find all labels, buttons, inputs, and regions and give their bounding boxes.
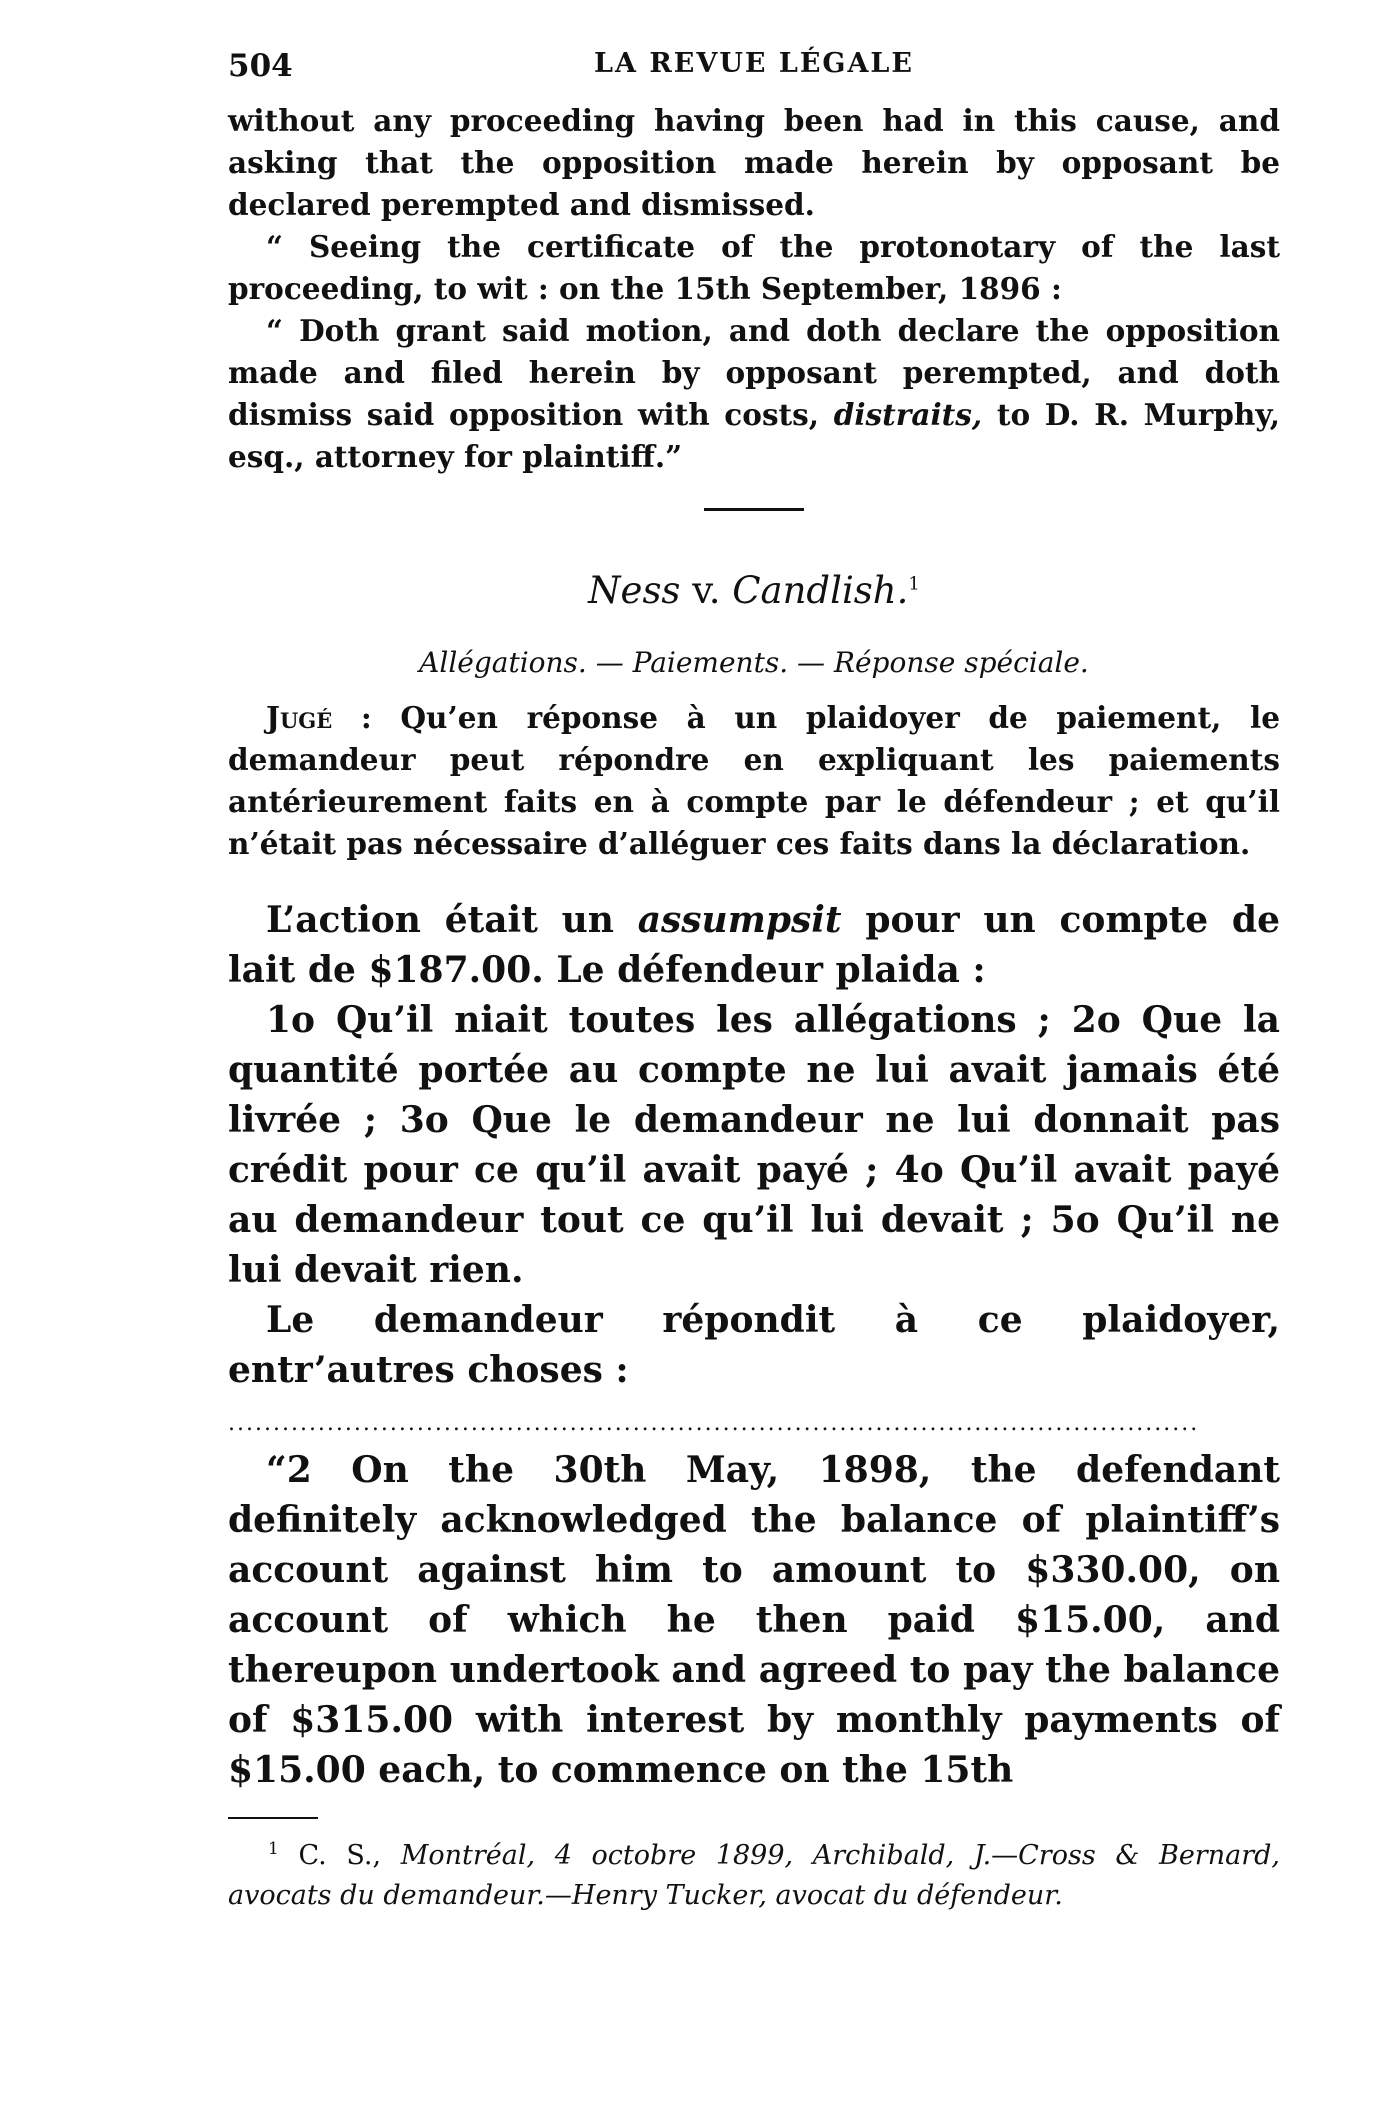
juge-label: Jugé : — [266, 700, 372, 735]
case-versus: v. — [692, 569, 721, 612]
case-party-a: Ness — [588, 569, 681, 612]
case-footnote-marker: 1 — [908, 573, 920, 595]
body-paragraph-3: Le demandeur répondit à ce plaidoyer, entr’autres choses : — [228, 1299, 1280, 1391]
opening-paragraph-1: without any proceeding having been had in this cause, and asking that the opposition made herein by opposant be declared perempted and dismissed. — [228, 103, 1280, 222]
case-title — [228, 569, 1280, 612]
body-paragraph-2: 1o Qu’il niait toutes les allégations ; 2o Que la quantité portée au compte ne lui avait jamais été livrée ; 3o Que le demandeur ne lui donnait pas crédit pour ce qu’il avait payé ; 4o Qu’il avait payé au demandeur tout ce qu’il lui devait ; 5o Qu’il ne lui devait rien. — [228, 999, 1280, 1291]
page — [228, 40, 1280, 1943]
page-header — [228, 40, 1280, 100]
running-title: LA REVUE LÉGALE — [594, 48, 914, 79]
juge-summary — [228, 697, 1280, 865]
page-number: 504 — [228, 48, 293, 84]
footnote-text: Montréal, 4 octobre 1899, Archibald, J.—Cross & Bernard, avocats du demandeur.—Henry Tucker, avocat du défendeur. — [228, 1840, 1280, 1911]
body-p1-start: L’action était un — [266, 899, 614, 941]
body-paragraph-1 — [228, 895, 1280, 995]
quoted-paragraph: “2 On the 30th May, 1898, the defendant definitely acknowledged the balance of plaintiff’s account against him to amount to $330.00, on account of which he then paid $15.00, and thereupon undertook and agreed to pay the balance of $315.00 with interest by monthly payments of $15.00 each, to commence on the 15th — [228, 1449, 1280, 1791]
section-divider — [704, 508, 804, 511]
opening-p3-end: to D. R. Murphy, esq., attorney for plaintiff.” — [228, 397, 1280, 474]
body-p1-italic: assumpsit — [637, 899, 842, 941]
ellipsis-line: ............................................................................................................ — [228, 1411, 1200, 1436]
case-party-b: Candlish. — [732, 569, 909, 612]
juge-text: Qu’en réponse à un plaidoyer de paiement, le demandeur peut répondre en expliquant les paiements antérieurement faits en à compte par le défendeur ; et qu’il n’était pas nécessaire d’alléguer ces faits dans la déclaration. — [228, 700, 1280, 861]
body-p1-end: pour un compte de lait de $187.00. Le défendeur plaida : — [228, 899, 1280, 991]
footnote — [228, 1829, 1280, 1916]
opening-p3-italic: distraits, — [833, 397, 983, 432]
opening-p3-start: “ Doth grant said motion, and doth declare the opposition made and filed herein by opposant perempted, and doth dismiss said opposition with costs, — [228, 313, 1280, 432]
footnote-number: 1 — [268, 1839, 279, 1859]
opening-paragraph-3 — [228, 310, 1280, 478]
footnote-court: C. S., — [298, 1840, 382, 1871]
opening-paragraph-2: “ Seeing the certificate of the protonotary of the last proceeding, to wit : on the 15th September, 1896 : — [228, 229, 1280, 306]
footnote-divider — [228, 1817, 318, 1819]
case-keywords: Allégations. — Paiements. — Réponse spéciale. — [419, 646, 1089, 679]
